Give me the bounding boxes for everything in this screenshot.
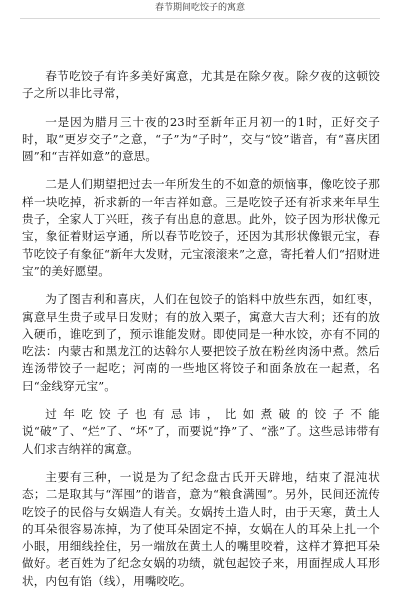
paragraph-reason-one: 一是因为腊月三十夜的23时至新年正月初一的1时，正好交子时，取“更岁交子”之意，“子”为“子时”，交与“饺”谐音，有“喜庆团圆”和“吉祥如意”的意思。 <box>22 114 380 164</box>
article-body <box>22 68 380 601</box>
paragraph-reason-two-three: 二是人们期望把过去一年所发生的不如意的烦恼事，像吃饺子那样一块吃掉，祈求新的一年吉祥如意。三是吃饺子还有祈求来年早生贵子，全家人丁兴旺，孩子有出息的意思。此外，饺子因为形状像元宝，象征着财运亨通，所以春节吃饺子，还因为其形状像银元宝，春节吃饺子有象征“新年大发财，元宝滚滚来”之意，寄托着人们“招财进宝”的美好愿望。 <box>22 177 380 278</box>
paragraph-intro: 春节吃饺子有许多美好寓意，尤其是在除夕夜。除夕夜的这顿饺子之所以非比寻常， <box>22 69 380 101</box>
header-divider <box>20 18 380 19</box>
page-header: 春节期间吃饺子的寓意 <box>154 3 245 13</box>
paragraph-taboos: 过年吃饺子也有忌讳，比如煮破的饺子不能说“破”了、“烂”了、“坏”了，而要说“挣”了、“涨”了。这些忌讳带有人们求吉纳祥的寓意。 <box>22 407 380 456</box>
paragraph-legends: 主要有三种，一说是为了纪念盘古氏开天辟地，结束了混沌状态；二是取其与“浑囤”的谐音，意为“粮食满囤”。另外，民间还流传吃饺子的民俗与女娲造人有关。女娲抟土造人时，由于天寒，黄土人的耳朵很容易冻掉，为了使耳朵固定不掉，女娲在人的耳朵上扎一个小眼，用细线拴住，另一端放在黄土人的嘴里咬着，这样才算把耳朵做好。老百姓为了纪念女娲的功绩，就包起饺子来，用面捏成人耳形状，内包有馅（线），用嘴咬吃。 <box>22 469 380 588</box>
paragraph-fillings: 为了图吉利和喜庆，人们在包饺子的馅料中放些东西，如红枣，寓意早生贵子或早日发财；有的放入栗子，寓意大吉大利；还有的放入硬币，谁吃到了，预示谁能发财。即使同是一种水饺，亦有不同的吃法：内蒙古和黑龙江的达斡尔人要把饺子放在粉丝肉汤中煮。然后连汤带饺子一起吃；河南的一些地区将饺子和面条放在一起煮，名曰“金线穿元宝”。 <box>22 292 380 393</box>
